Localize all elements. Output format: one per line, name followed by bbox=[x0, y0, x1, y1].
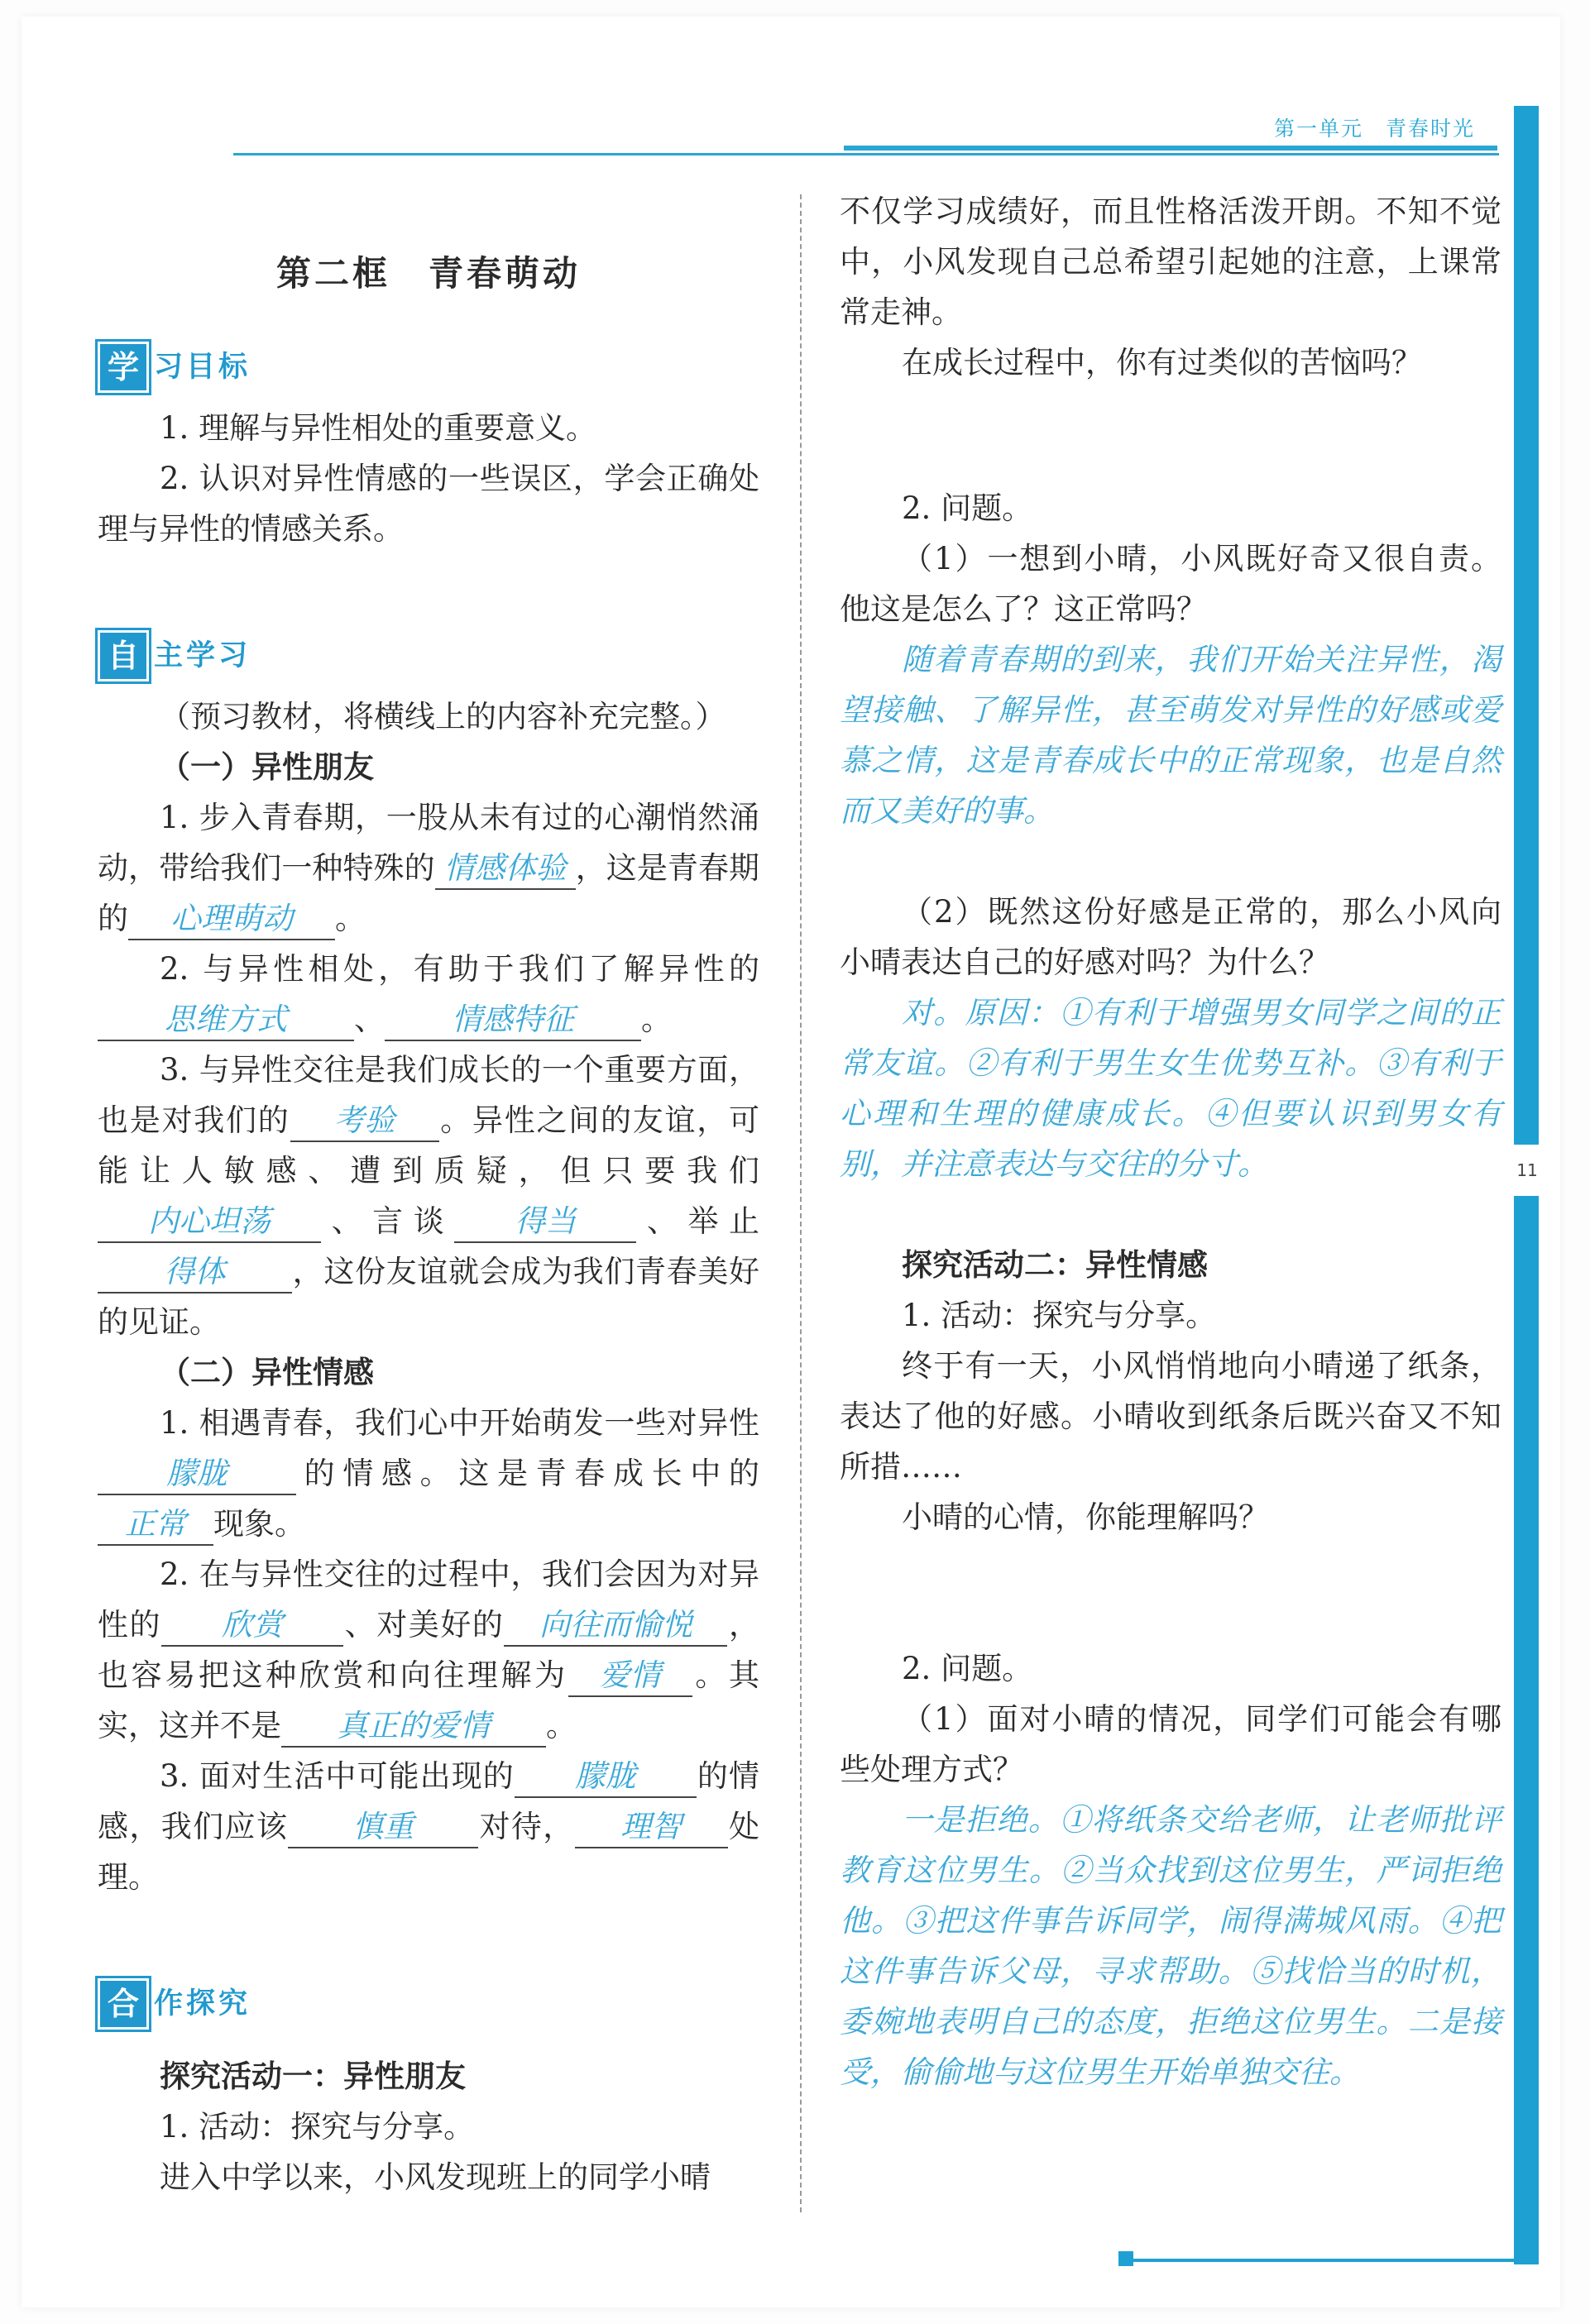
fill-paragraph: 1. 步入青春期，一股从未有过的心潮悄然涌动，带给我们一种特殊的 情感体验 ，这是青春期的 心理萌动 。 bbox=[98, 792, 759, 944]
answer-blank[interactable]: 爱情 bbox=[568, 1656, 692, 1697]
right-column bbox=[840, 186, 1501, 2097]
answer-blank[interactable]: 朦胧 bbox=[98, 1454, 296, 1495]
question: 小晴的心情，你能理解吗？ bbox=[902, 1499, 1269, 1535]
question-heading: 2. 问题。 bbox=[902, 1651, 1033, 1686]
section-title: 主学习 bbox=[154, 638, 251, 672]
fill-paragraph: 1. 相遇青春，我们心中开始萌发一些对异性朦胧 的情感。这是青春成长中的正常 现象。 bbox=[98, 1398, 759, 1549]
section-badge: 自 bbox=[98, 630, 149, 681]
section-title: 作探究 bbox=[154, 1987, 251, 2020]
answer-blank[interactable]: 思维方式 bbox=[98, 1000, 354, 1041]
answer-text: 对。原因：①有利于增强男女同学之间的正常友谊。②有利于男生女生优势互补。③有利于心理和生理的健康成长。④但要认识到男女有别，并注意表达与交往的分寸。 bbox=[840, 995, 1501, 1182]
question: （1）面对小晴的情况，同学们可能会有哪些处理方式？ bbox=[840, 1701, 1501, 1787]
section-self-study bbox=[98, 629, 759, 683]
answer-blank[interactable]: 情感特征 bbox=[385, 1000, 641, 1041]
left-column bbox=[98, 240, 759, 2202]
answer-blank[interactable]: 朦胧 bbox=[515, 1757, 697, 1798]
unit-header: 第一单元 青春时光 bbox=[1274, 117, 1476, 141]
footer-rule bbox=[1118, 2259, 1516, 2262]
answer-text: 一是拒绝。①将纸条交给老师，让老师批评教育这位男生。②当众找到这位男生，严词拒绝他。③把这件事告诉同学，闹得满城风雨。④把这件事告诉父母，寻求帮助。⑤找恰当的时机，委婉地表明自己的态度，拒绝这位男生。二是接受，偷偷地与这位男生开始单独交往。 bbox=[840, 1802, 1501, 2090]
activity-title: 探究活动一：异性朋友 bbox=[160, 2059, 466, 2094]
section-cooperative-inquiry bbox=[98, 1977, 759, 2031]
story-continued: 不仅学习成绩好，而且性格活泼开朗。不知不觉中，小风发现自己总希望引起她的注意，上课常常走神。 bbox=[840, 194, 1501, 330]
goal-item: 2. 认识对异性情感的一些误区，学会正确处理与异性的情感关系。 bbox=[98, 461, 759, 547]
instruction: （预习教材，将横线上的内容补充完整。） bbox=[160, 699, 726, 734]
fill-paragraph: 3. 与异性交往是我们成长的一个重要方面，也是对我们的 考验 。异性之间的友谊，可能让人敏感、遭到质疑，但只要我们内心坦荡 、言谈 得当 、举止得体 ，这份友谊就会成为我们青春美好的见证。 bbox=[98, 1052, 760, 1340]
answer-blank[interactable]: 欣赏 bbox=[161, 1605, 343, 1647]
answer-blank[interactable]: 理智 bbox=[575, 1807, 728, 1848]
activity-task: 1. 活动：探究与分享。 bbox=[160, 2109, 475, 2145]
fill-paragraph: 3. 面对生活中可能出现的 朦胧 的情感，我们应该 慎重 对待， 理智 处理。 bbox=[98, 1758, 760, 1895]
answer-blank[interactable]: 真正的爱情 bbox=[281, 1706, 546, 1748]
subsection-title: （一）异性朋友 bbox=[160, 749, 374, 785]
activity-story: 进入中学以来，小风发现班上的同学小晴 bbox=[160, 2159, 711, 2195]
answer-text: 随着青春期的到来，我们开始关注异性，渴望接触、了解异性，甚至萌发对异性的好感或爱慕之情，这是青春成长中的正常现象，也是自然而又美好的事。 bbox=[840, 642, 1501, 829]
fill-paragraph: 2. 在与异性交往的过程中，我们会因为对异性的 欣赏 、对美好的 向往而愉悦 ，也容易把这种欣赏和向往理解为 爱情 。其实，这并不是 真正的爱情 。 bbox=[98, 1549, 759, 1751]
question: （2）既然这份好感是正常的，那么小风向小晴表达自己的好感对吗？为什么？ bbox=[840, 894, 1501, 980]
fill-paragraph: 2. 与异性相处，有助于我们了解异性的思维方式 、 情感特征 。 bbox=[98, 944, 759, 1045]
question: （1）一想到小晴，小风既好奇又很自责。他这是怎么了？这正常吗？ bbox=[840, 541, 1501, 627]
answer-blank[interactable]: 内心坦荡 bbox=[98, 1202, 321, 1243]
column-divider bbox=[800, 194, 802, 2212]
section-title: 习目标 bbox=[154, 350, 251, 384]
subsection-title: （二）异性情感 bbox=[160, 1355, 374, 1390]
answer-blank[interactable]: 情感体验 bbox=[435, 849, 576, 890]
answer-blank[interactable]: 慎重 bbox=[288, 1807, 478, 1848]
activity-task: 1. 活动：探究与分享。 bbox=[902, 1298, 1217, 1333]
answer-blank[interactable]: 心理萌动 bbox=[128, 899, 335, 940]
section-badge: 合 bbox=[98, 1978, 149, 2030]
page-number: 11 bbox=[1506, 1145, 1549, 1196]
footer-square bbox=[1118, 2251, 1133, 2266]
answer-blank[interactable]: 得体 bbox=[98, 1252, 292, 1294]
answer-blank[interactable]: 正常 bbox=[98, 1504, 213, 1546]
header-rule-accent bbox=[844, 146, 1497, 151]
activity-story: 终于有一天，小风悄悄地向小晴递了纸条，表达了他的好感。小晴收到纸条后既兴奋又不知所措…… bbox=[840, 1348, 1501, 1485]
section-learning-goals bbox=[98, 340, 759, 395]
page-title: 第二框 青春萌动 bbox=[275, 253, 581, 294]
question-heading: 2. 问题。 bbox=[902, 490, 1033, 526]
section-badge: 学 bbox=[98, 342, 149, 393]
answer-blank[interactable]: 得当 bbox=[454, 1202, 636, 1243]
answer-blank[interactable]: 向往而愉悦 bbox=[504, 1605, 727, 1647]
question: 在成长过程中，你有过类似的苦恼吗？ bbox=[902, 345, 1422, 380]
goal-item: 1. 理解与异性相处的重要意义。 bbox=[160, 410, 597, 446]
activity-title: 探究活动二：异性情感 bbox=[902, 1247, 1208, 1283]
header-rule bbox=[233, 153, 1499, 155]
answer-blank[interactable]: 考验 bbox=[290, 1101, 439, 1142]
